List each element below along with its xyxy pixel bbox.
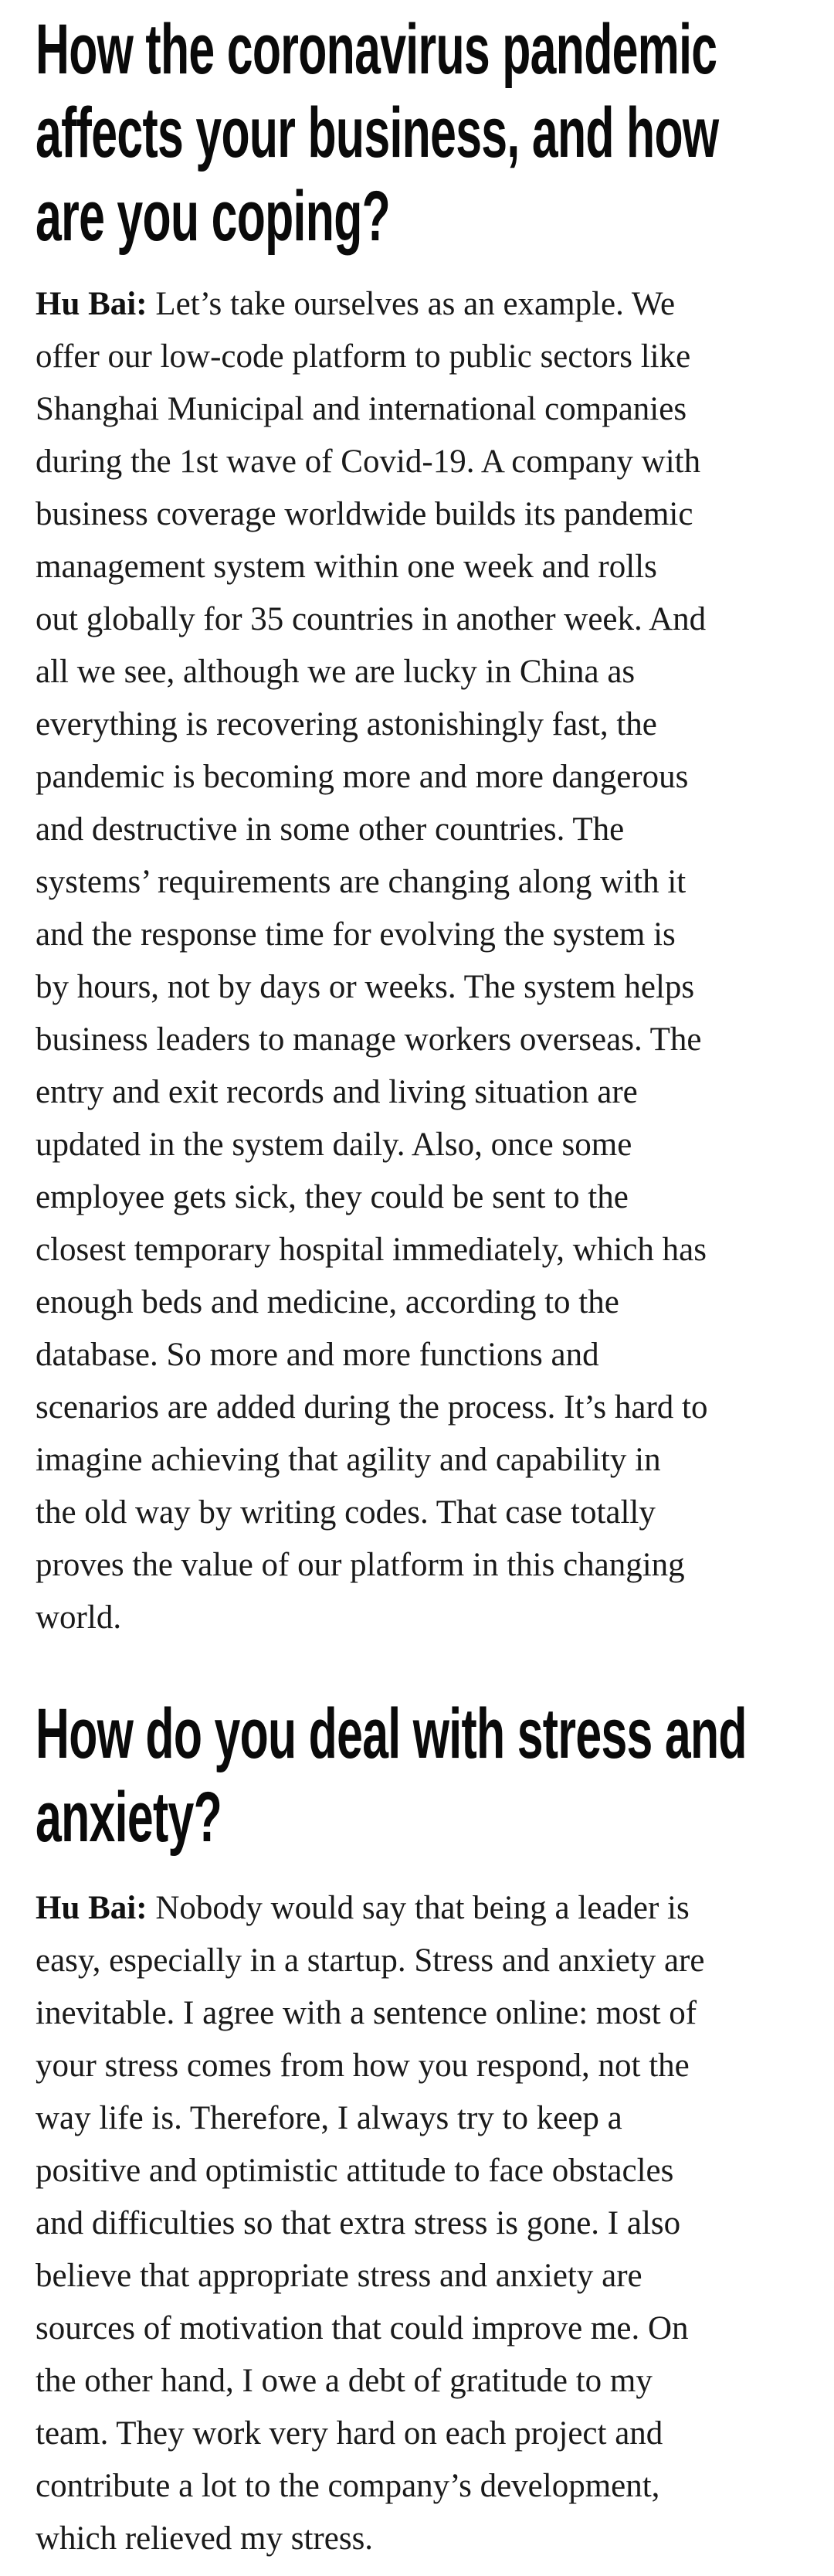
paragraph-line: updated in the system daily. Also, once some	[36, 1127, 632, 1163]
paragraph-line: imagine achieving that agility and capability in	[36, 1442, 661, 1478]
paragraph-line: sources of motivation that could improve me. On	[36, 2310, 689, 2347]
paragraph-line: systems’ requirements are changing along with it	[36, 864, 687, 900]
heading-line: are you coping?	[36, 177, 391, 256]
paragraph-line: inevitable. I agree with a sentence online: most of	[36, 1995, 697, 2031]
paragraph-line: Shanghai Municipal and international companies	[36, 391, 687, 427]
paragraph-line: and difficulties so that extra stress is gone. I also	[36, 2205, 681, 2241]
paragraph-line: offer our low-code platform to public sectors like	[36, 338, 691, 375]
paragraph-line: the old way by writing codes. That case totally	[36, 1494, 656, 1531]
section-heading-stress	[36, 1692, 834, 1859]
paragraph-line: easy, especially in a startup. Stress and anxiety are	[36, 1942, 705, 1979]
answer-paragraph-coronavirus	[36, 278, 815, 1644]
paragraph-line: positive and optimistic attitude to face obstacles	[36, 2153, 674, 2189]
paragraph-text: Nobody would say that being a leader is	[147, 1890, 690, 1926]
paragraph-line: and the response time for evolving the system is	[36, 916, 676, 953]
paragraph-text: Let’s take ourselves as an example. We	[147, 286, 676, 322]
paragraph-line: employee gets sick, they could be sent to the	[36, 1179, 629, 1215]
paragraph-line: world.	[36, 1599, 122, 1636]
paragraph-line: way life is. Therefore, I always try to keep a	[36, 2100, 622, 2136]
paragraph-line: out globally for 35 countries in another week. And	[36, 601, 707, 637]
paragraph-line: contribute a lot to the company’s development,	[36, 2468, 660, 2504]
paragraph-line: team. They work very hard on each project and	[36, 2415, 663, 2452]
paragraph-line: by hours, not by days or weeks. The system helps	[36, 969, 695, 1005]
heading-line: How the coronavirus pandemic	[36, 10, 717, 89]
paragraph-line: scenarios are added during the process. It’s hard to	[36, 1389, 708, 1426]
heading-line: anxiety?	[36, 1778, 222, 1857]
paragraph-line: proves the value of our platform in this changing	[36, 1547, 685, 1583]
heading-line: How do you deal with stress and	[36, 1694, 747, 1773]
speaker-name: Hu Bai:	[36, 1890, 147, 1926]
paragraph-line: the other hand, I owe a debt of gratitude to my	[36, 2363, 653, 2399]
paragraph-line: everything is recovering astonishingly fast, the	[36, 706, 657, 743]
paragraph-line: database. So more and more functions and	[36, 1337, 599, 1373]
paragraph-line: during the 1st wave of Covid-19. A company with	[36, 443, 701, 480]
paragraph-line: pandemic is becoming more and more dangerous	[36, 759, 689, 795]
paragraph-line: your stress comes from how you respond, not the	[36, 2048, 690, 2084]
speaker-name: Hu Bai:	[36, 286, 147, 322]
paragraph-line: and destructive in some other countries. The	[36, 811, 625, 848]
paragraph-line: entry and exit records and living situation are	[36, 1074, 638, 1110]
paragraph-line: business coverage worldwide builds its pandemic	[36, 496, 693, 532]
paragraph-line: believe that appropriate stress and anxiety are	[36, 2258, 642, 2294]
paragraph-line: all we see, although we are lucky in China as	[36, 654, 636, 690]
paragraph-line: closest temporary hospital immediately, which has	[36, 1232, 707, 1268]
paragraph-line	[36, 1882, 815, 1935]
paragraph-line	[36, 278, 815, 331]
heading-line: affects your business, and how	[36, 93, 719, 172]
paragraph-line: management system within one week and rolls	[36, 549, 657, 585]
paragraph-line: enough beds and medicine, according to the	[36, 1284, 619, 1320]
paragraph-line: which relieved my stress.	[36, 2520, 374, 2557]
answer-paragraph-stress	[36, 1882, 815, 2565]
section-heading-coronavirus	[36, 8, 834, 258]
paragraph-line: business leaders to manage workers overseas. The	[36, 1021, 702, 1058]
